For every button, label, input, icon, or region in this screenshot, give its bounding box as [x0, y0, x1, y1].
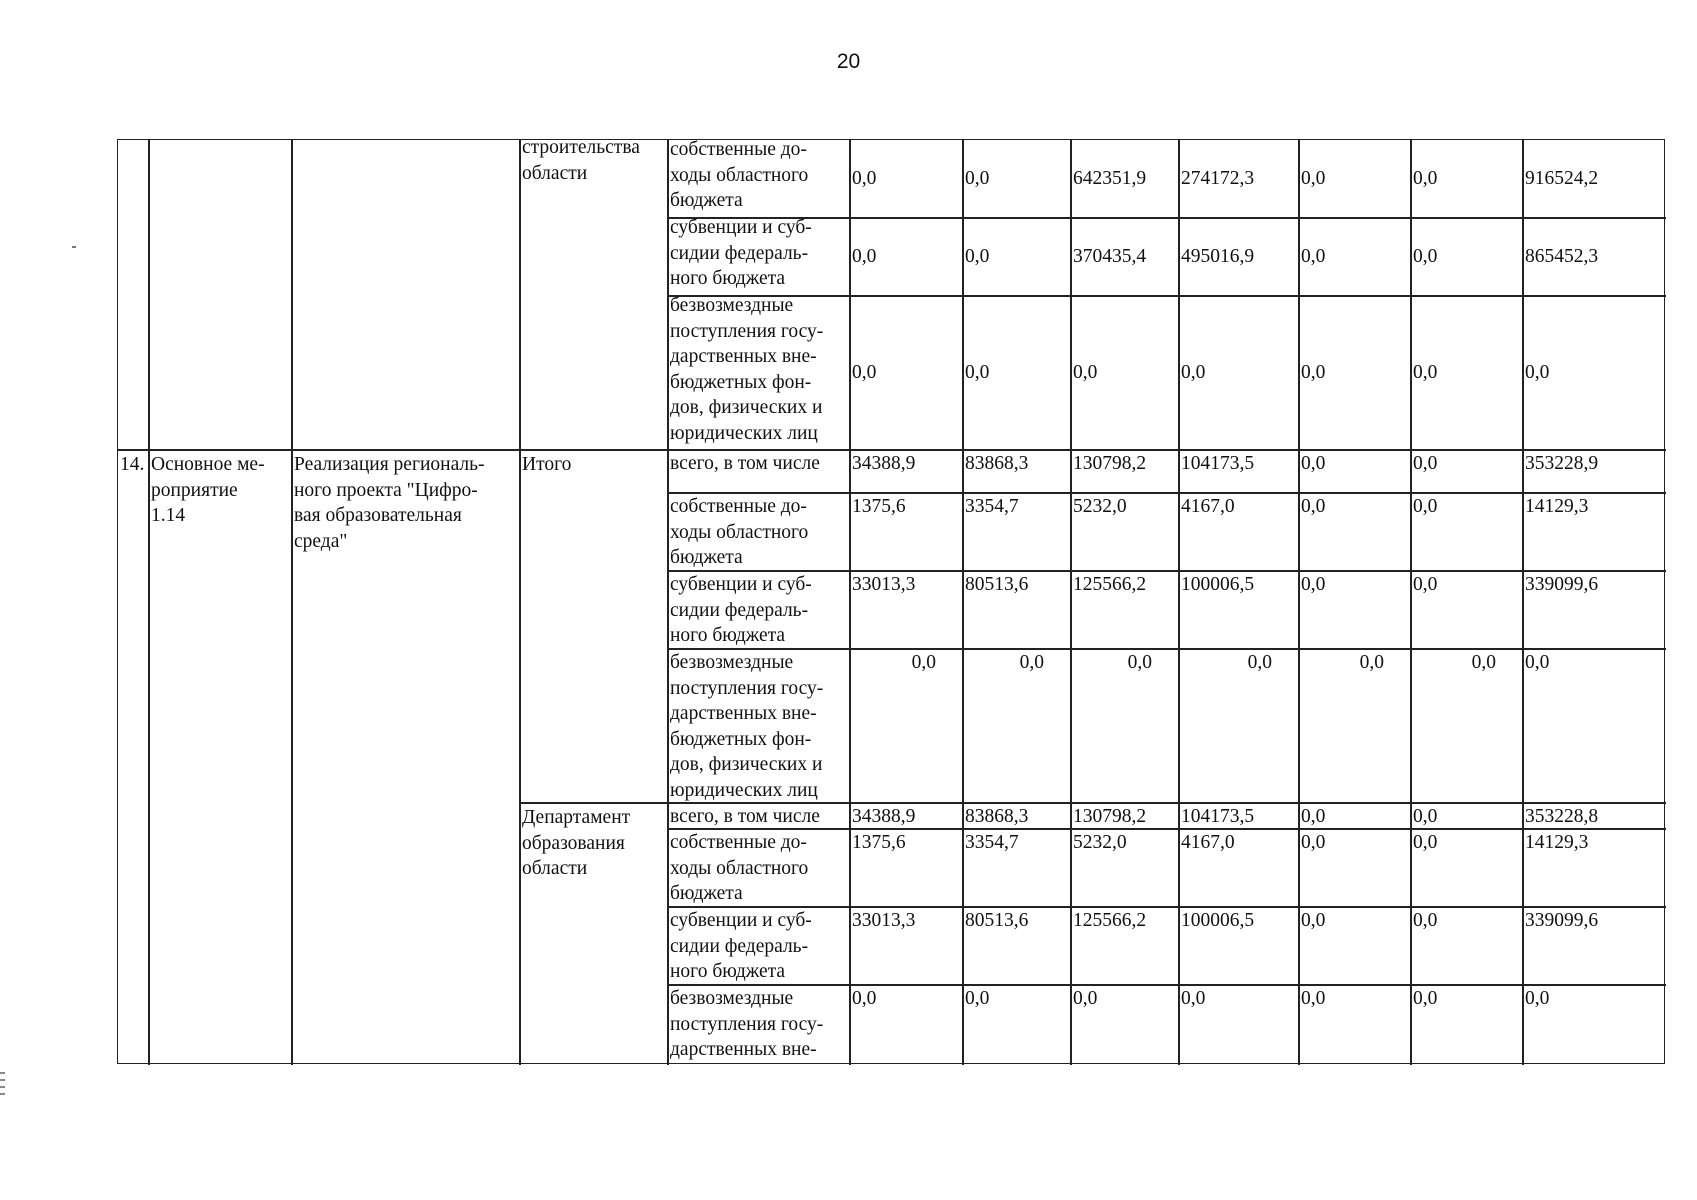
amount-cell: 0,0: [1301, 910, 1326, 931]
amount-cell: 370435,4: [1073, 246, 1147, 267]
amount-cell: 916524,2: [1525, 168, 1599, 189]
amount-cell: 4167,0: [1181, 832, 1235, 853]
amount-cell: 0,0: [965, 246, 990, 267]
amount-cell: 0,0: [965, 362, 990, 383]
amount-cell: 80513,6: [965, 910, 1029, 931]
funding-source: безвозмездные поступления госу- дарственных вне- бюджетных фон- дов, физических и юридических лиц: [670, 295, 824, 444]
amount-cell: 0,0: [852, 246, 877, 267]
scan-edge-marks: [0, 1072, 5, 1100]
amount-cell: 104173,5: [1181, 453, 1255, 474]
amount-cell: 0,0: [852, 988, 877, 1009]
amount-cell: 0,0: [965, 168, 990, 189]
amount-cell: 0,0: [1301, 362, 1326, 383]
measure-name: Реализация региональ- ного проекта "Цифро- вая образовательная среда": [294, 454, 485, 552]
amount-cell: 0,0: [1073, 988, 1098, 1009]
amount-cell: 0,0: [1247, 652, 1272, 673]
amount-cell: 130798,2: [1073, 453, 1147, 474]
page-number: 20: [836, 50, 861, 73]
amount-cell: 0,0: [1471, 652, 1496, 673]
funding-source: всего, в том числе: [670, 453, 820, 474]
amount-cell: 339099,6: [1525, 574, 1599, 595]
amount-cell: 125566,2: [1073, 910, 1147, 931]
funding-source: субвенции и суб- сидии федераль- ного бюджета: [670, 217, 812, 289]
amount-cell: 642351,9: [1073, 168, 1147, 189]
amount-cell: 339099,6: [1525, 910, 1599, 931]
amount-cell: 353228,9: [1525, 453, 1599, 474]
amount-cell: 33013,3: [852, 910, 916, 931]
column-divider: [519, 140, 520, 1065]
amount-cell: 0,0: [1181, 362, 1206, 383]
amount-cell: 0,0: [1525, 652, 1550, 673]
row-number: 14.: [120, 454, 145, 475]
amount-cell: 33013,3: [852, 574, 916, 595]
amount-cell: 34388,9: [852, 453, 916, 474]
amount-cell: 0,0: [1301, 806, 1326, 827]
amount-cell: 0,0: [1413, 806, 1438, 827]
amount-cell: 0,0: [1413, 832, 1438, 853]
executor-name: строительства области: [522, 137, 640, 184]
amount-cell: 274172,3: [1181, 168, 1255, 189]
budget-table: [117, 139, 1665, 1064]
amount-cell: 0,0: [852, 168, 877, 189]
funding-source: собственные до- ходы областного бюджета: [670, 139, 809, 211]
amount-cell: 104173,5: [1181, 806, 1255, 827]
amount-cell: 0,0: [1127, 652, 1152, 673]
amount-cell: 0,0: [1073, 362, 1098, 383]
amount-cell: 0,0: [1525, 988, 1550, 1009]
funding-source: безвозмездные поступления госу- дарственных вне- бюджетных фон- дов, физических и юридических лиц: [670, 652, 824, 801]
amount-cell: 0,0: [852, 362, 877, 383]
amount-cell: 0,0: [1301, 246, 1326, 267]
amount-cell: 100006,5: [1181, 574, 1255, 595]
column-divider: [148, 140, 149, 1065]
amount-cell: 0,0: [1301, 988, 1326, 1009]
funding-source: субвенции и суб- сидии федераль- ного бюджета: [670, 574, 812, 646]
amount-cell: 0,0: [1413, 246, 1438, 267]
amount-cell: 0,0: [1301, 832, 1326, 853]
amount-cell: 495016,9: [1181, 246, 1255, 267]
amount-cell: 5232,0: [1073, 496, 1127, 517]
amount-cell: 0,0: [1301, 168, 1326, 189]
executor-name: Департамент образования области: [522, 807, 631, 879]
funding-source: безвозмездные поступления госу- дарственных вне-: [670, 988, 824, 1060]
amount-cell: 0,0: [1301, 574, 1326, 595]
amount-cell: 83868,3: [965, 806, 1029, 827]
amount-cell: 34388,9: [852, 806, 916, 827]
amount-cell: 14129,3: [1525, 496, 1589, 517]
funding-source: всего, в том числе: [670, 806, 820, 827]
funding-source: субвенции и суб- сидии федераль- ного бюджета: [670, 910, 812, 982]
amount-cell: 80513,6: [965, 574, 1029, 595]
amount-cell: 0,0: [1019, 652, 1044, 673]
amount-cell: 0,0: [1413, 910, 1438, 931]
amount-cell: 130798,2: [1073, 806, 1147, 827]
amount-cell: 14129,3: [1525, 832, 1589, 853]
amount-cell: 4167,0: [1181, 496, 1235, 517]
amount-cell: 0,0: [1413, 988, 1438, 1009]
amount-cell: 0,0: [1413, 496, 1438, 517]
amount-cell: 1375,6: [852, 496, 906, 517]
amount-cell: 353228,8: [1525, 806, 1599, 827]
amount-cell: 5232,0: [1073, 832, 1127, 853]
amount-cell: 3354,7: [965, 496, 1019, 517]
amount-cell: 0,0: [1413, 168, 1438, 189]
amount-cell: 0,0: [1301, 453, 1326, 474]
amount-cell: 0,0: [965, 988, 990, 1009]
amount-cell: 0,0: [1413, 362, 1438, 383]
measure-status: Основное ме- роприятие 1.14: [151, 454, 265, 526]
scan-speck: [72, 246, 76, 248]
amount-cell: 0,0: [1181, 988, 1206, 1009]
amount-cell: 0,0: [1301, 496, 1326, 517]
amount-cell: 0,0: [1525, 362, 1550, 383]
amount-cell: 0,0: [1413, 453, 1438, 474]
funding-source: собственные до- ходы областного бюджета: [670, 496, 809, 568]
amount-cell: 865452,3: [1525, 246, 1599, 267]
amount-cell: 0,0: [911, 652, 936, 673]
amount-cell: 125566,2: [1073, 574, 1147, 595]
column-divider: [291, 140, 292, 1065]
amount-cell: 0,0: [1413, 574, 1438, 595]
amount-cell: 3354,7: [965, 832, 1019, 853]
executor-name: Итого: [522, 454, 572, 475]
amount-cell: 83868,3: [965, 453, 1029, 474]
amount-cell: 0,0: [1359, 652, 1384, 673]
amount-cell: 100006,5: [1181, 910, 1255, 931]
amount-cell: 1375,6: [852, 832, 906, 853]
funding-source: собственные до- ходы областного бюджета: [670, 832, 809, 904]
